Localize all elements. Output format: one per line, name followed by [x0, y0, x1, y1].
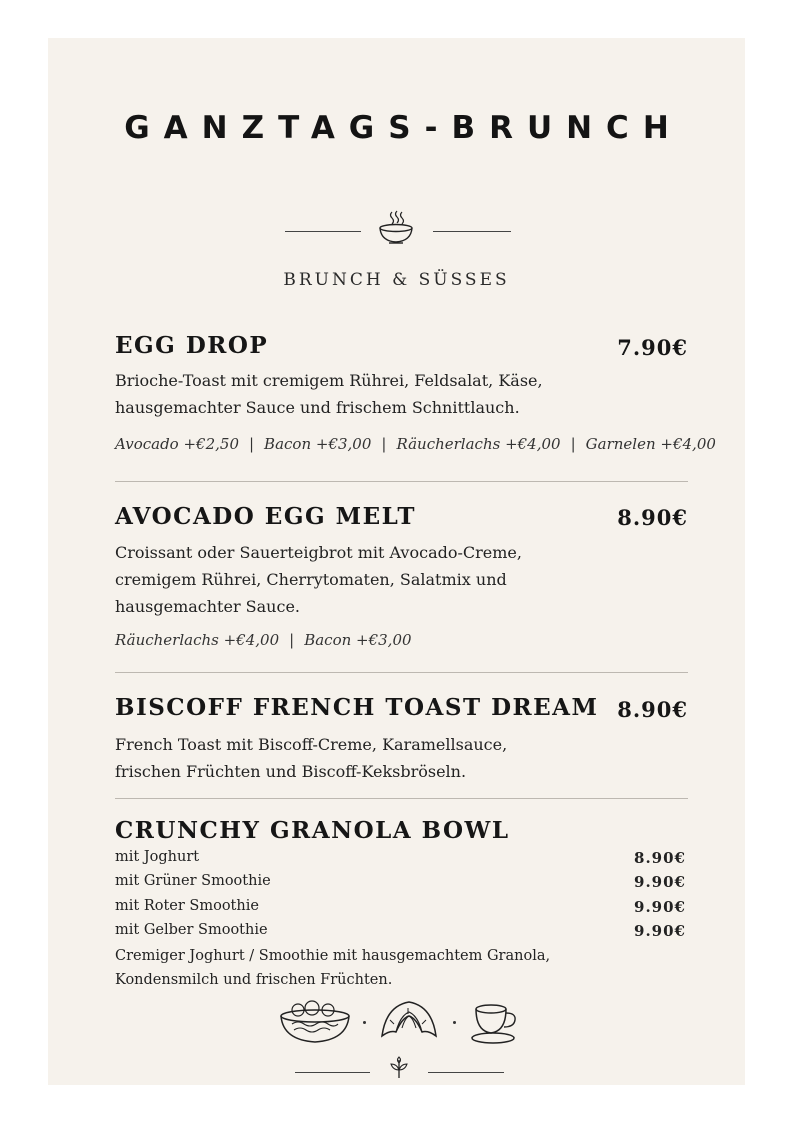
variant-price: 9.90€ [634, 873, 686, 891]
separator-dot [363, 1021, 366, 1024]
ornament-line-right [433, 231, 511, 232]
item-addons-egg-drop [115, 435, 716, 453]
item-description-biscoff-french-toast: French Toast mit Biscoff-Creme, Karamellsauce, frischen Früchten und Biscoff-Keksbröseln. [115, 735, 508, 781]
addon-bacon: Bacon +€3,00 [264, 435, 372, 453]
divider [115, 481, 688, 482]
addon-bacon: Bacon +€3,00 [304, 631, 412, 649]
section-title: BRUNCH & SÜSSES [283, 270, 510, 290]
variant-label: mit Joghurt [115, 849, 200, 865]
variant-price: 8.90€ [634, 849, 686, 867]
addon-separator: | [248, 435, 255, 453]
item-price-egg-drop: 7.90€ [617, 335, 688, 360]
coffee-cup-icon [470, 1001, 520, 1045]
soup-bowl-icon [377, 208, 415, 246]
variant-price: 9.90€ [634, 898, 686, 916]
salad-bowl-icon [278, 1000, 352, 1046]
addon-avocado: Avocado +€2,50 [115, 435, 239, 453]
addon-raeucherlachs: Räucherlachs +€4,00 [115, 631, 280, 649]
item-addons-avocado-egg-melt [115, 631, 412, 649]
leaf-sprig-icon [387, 1056, 411, 1080]
addon-garnelen: Garnelen +€4,00 [585, 435, 716, 453]
variant-label: mit Gelber Smoothie [115, 922, 268, 938]
ornament-line-right [428, 1072, 504, 1073]
addon-separator: | [570, 435, 576, 453]
ornament-line-left [295, 1072, 370, 1073]
separator-dot [453, 1021, 456, 1024]
item-description-egg-drop: Brioche-Toast mit cremigem Rührei, Feldsalat, Käse, hausgemachter Sauce und frischem Schnittlauch. [115, 371, 543, 417]
divider [115, 672, 688, 673]
croissant-icon [378, 998, 440, 1046]
item-name-avocado-egg-melt: AVOCADO EGG MELT [115, 503, 417, 530]
item-description-crunchy-granola-bowl: Cremiger Joghurt / Smoothie mit hausgemachtem Granola, Kondensmilch und frischen Früchten. [115, 948, 551, 988]
variant-label: mit Roter Smoothie [115, 898, 259, 914]
item-name-crunchy-granola-bowl: CRUNCHY GRANOLA BOWL [115, 817, 510, 844]
divider [115, 798, 688, 799]
item-description-avocado-egg-melt: Croissant oder Sauerteigbrot mit Avocado-Creme, cremigem Rührei, Cherrytomaten, Salatmix und hausgemachter Sauce. [115, 543, 522, 616]
item-name-biscoff-french-toast: BISCOFF FRENCH TOAST DREAM [115, 694, 599, 721]
addon-separator: | [289, 631, 295, 649]
ornament-line-left [285, 231, 361, 232]
menu-title: GANZTAGS-BRUNCH [124, 110, 683, 146]
item-price-avocado-egg-melt: 8.90€ [617, 505, 688, 530]
addon-separator: | [381, 435, 387, 453]
item-price-biscoff-french-toast: 8.90€ [617, 697, 688, 722]
variant-label: mit Grüner Smoothie [115, 873, 271, 889]
menu-card [48, 38, 745, 1085]
addon-raeucherlachs: Räucherlachs +€4,00 [396, 435, 561, 453]
variant-price: 9.90€ [634, 922, 686, 940]
item-name-egg-drop: EGG DROP [115, 332, 269, 359]
